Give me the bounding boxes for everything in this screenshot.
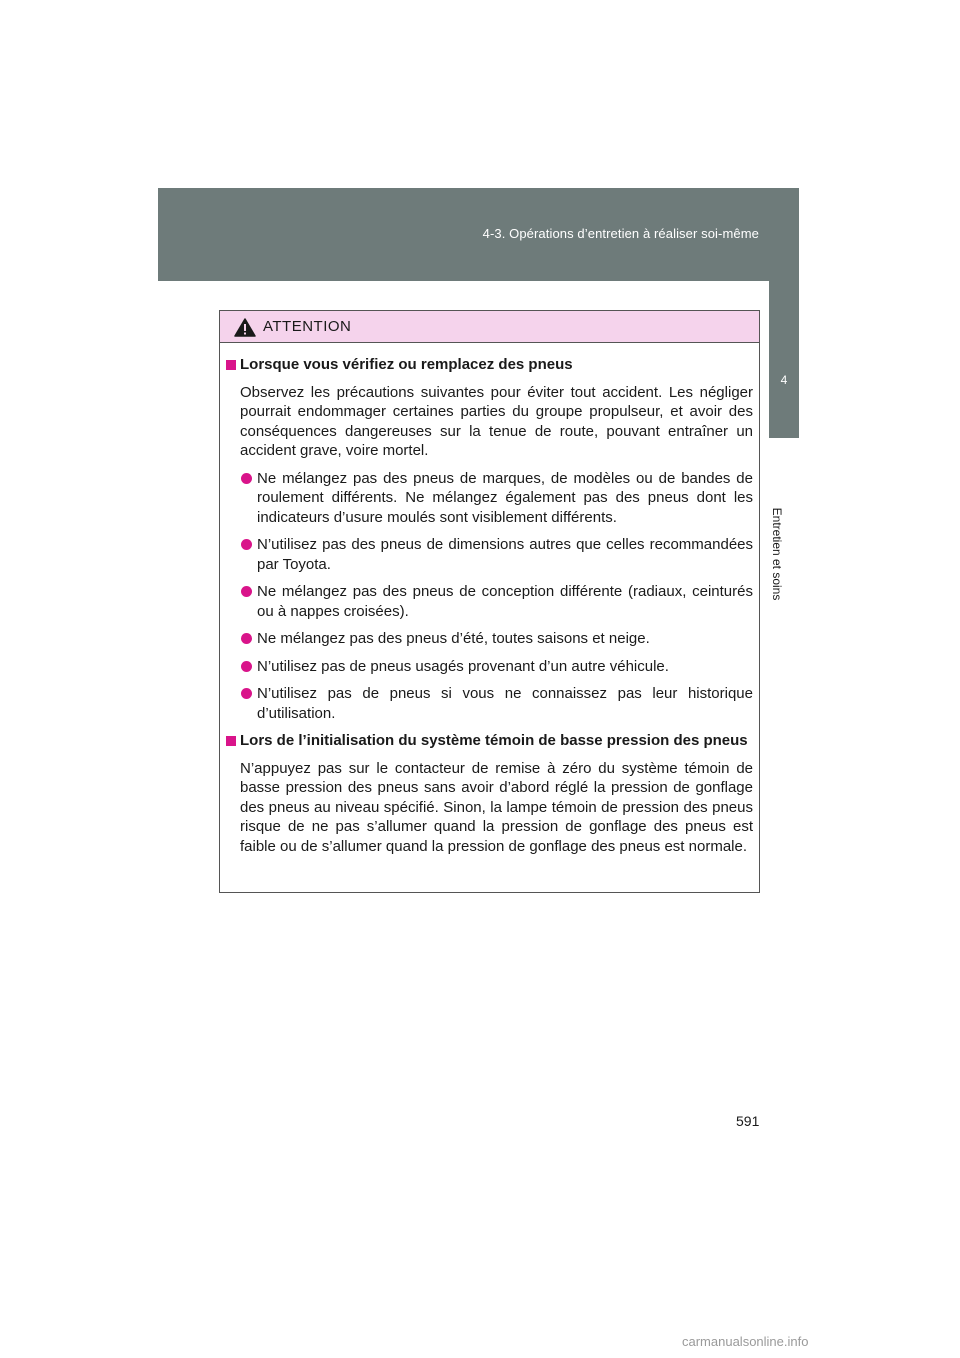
warning-triangle-icon <box>234 318 256 337</box>
section-heading <box>226 731 753 751</box>
section-heading <box>226 355 753 375</box>
warning-header <box>220 311 759 343</box>
bullet-text: N’utilisez pas de pneus si vous ne connaissez pas leur historique d’utilisation. <box>257 685 753 722</box>
bullet-item <box>226 535 753 574</box>
side-tab-top <box>769 281 799 340</box>
bullet-item <box>226 469 753 528</box>
square-bullet-icon <box>226 360 236 370</box>
warning-box <box>219 310 760 893</box>
watermark: carmanualsonline.info <box>682 1334 809 1349</box>
section-heading-text: Lors de l’initialisation du système témoin de basse pression des pneus <box>240 732 748 749</box>
warning-title: ATTENTION <box>263 318 352 335</box>
bullet-text: N’utilisez pas des pneus de dimensions autres que celles recommandées par Toyota. <box>257 536 753 573</box>
chapter-label: Entretien et soins <box>770 507 784 601</box>
circle-bullet-icon <box>241 661 252 672</box>
bullet-text: Ne mélangez pas des pneus d’été, toutes saisons et neige. <box>257 630 650 647</box>
bullet-item <box>226 629 753 649</box>
square-bullet-icon <box>226 736 236 746</box>
page-number: 591 <box>736 1113 760 1129</box>
circle-bullet-icon <box>241 633 252 644</box>
bullet-item <box>226 582 753 621</box>
section-title: 4-3. Opérations d’entretien à réaliser soi-même <box>482 226 759 241</box>
chapter-number: 4 <box>780 373 788 387</box>
bullet-text: Ne mélangez pas des pneus de marques, de modèles ou de bandes de roulement différents. Ne mélangez également pas des pneus dont les indicateurs d’usure moulés sont visiblement différents. <box>257 469 753 526</box>
section-paragraph: Observez les précautions suivantes pour éviter tout accident. Les négliger pourrait endommager certaines parties du groupe propulseur, et avoir des conséquences dangereuses sur la tenue de route, pouvant entraîner un accident grave, voire mortel. <box>240 383 753 459</box>
section-heading-text: Lorsque vous vérifiez ou remplacez des pneus <box>240 356 573 373</box>
chapter-number-box <box>769 340 799 438</box>
header-band <box>158 188 799 281</box>
bullet-text: N’utilisez pas de pneus usagés provenant d’un autre véhicule. <box>257 657 669 675</box>
circle-bullet-icon <box>241 473 252 484</box>
circle-bullet-icon <box>241 688 252 699</box>
warning-body <box>220 343 759 856</box>
section-paragraph: N’appuyez pas sur le contacteur de remise à zéro du système témoin de basse pression des pneus sans avoir d’abord réglé la pression de gonflage des pneus au niveau spécifié. Sinon, la lampe témoin de pression des pneus risque de ne pas s’allumer quand la pression de gonflage des pneus est faible ou de s’allumer quand la pression de gonflage des pneus est normale. <box>240 759 753 855</box>
chapter-side-tab <box>769 281 799 841</box>
chapter-label-box <box>769 438 799 841</box>
bullet-text: Ne mélangez pas des pneus de conception différente (radiaux, ceinturés ou à nappes croisées). <box>257 583 753 620</box>
circle-bullet-icon <box>241 586 252 597</box>
circle-bullet-icon <box>241 539 252 550</box>
bullet-item <box>226 657 753 677</box>
bullet-item <box>226 684 753 723</box>
